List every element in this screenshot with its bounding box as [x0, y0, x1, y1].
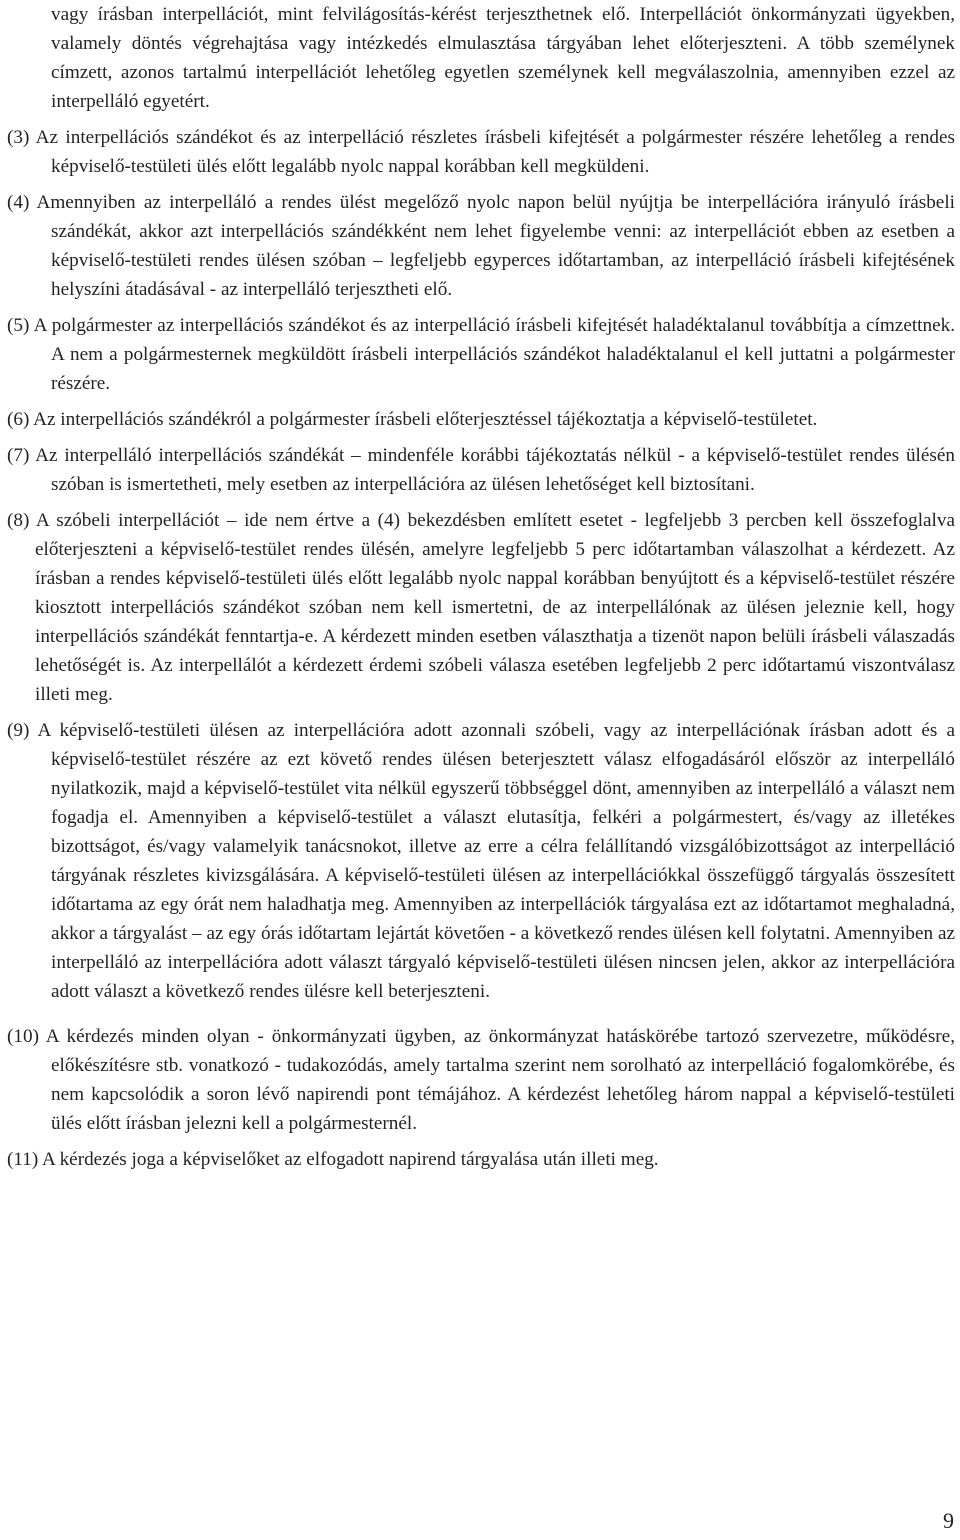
paragraph-6: (6) Az interpellációs szándékról a polgármester írásbeli előterjesztéssel tájékoztatja a képviselő-testületet. [7, 409, 818, 430]
document-body [7, 0, 955, 1181]
paragraph-10: (10) A kérdezés minden olyan - önkormányzati ügyben, az önkormányzat hatáskörébe tartozó szervezetre, működésre, előkészítésre stb. vonatkozó - tudakozódás, amely tartalma szerint nem sorolható az interpelláció fogalomkörébe, és nem kapcsolódik a soron lévő napirendi pont témájához. A kérdezést lehetőleg három nappal a képviselő-testületi ülés előtt írásban jelezni kell a polgármesternél. [7, 1026, 955, 1134]
paragraph-4: (4) Amennyiben az interpelláló a rendes ülést megelőző nyolc napon belül nyújtja be interpellációra irányuló írásbeli szándékát, akkor azt interpellációs szándékként nem lehet figyelembe venni: az interpellációt ebben az esetben a képviselő-testületi rendes ülésen szóban – legfeljebb egyperces időtartamban, az interpelláció írásbeli kifejtésének helyszíni átadásával - az interpelláló terjesztheti elő. [7, 192, 955, 300]
paragraph-11: (11) A kérdezés joga a képviselőket az elfogadott napirend tárgyalása után illeti meg. [7, 1149, 659, 1170]
paragraph-5: (5) A polgármester az interpellációs szándékot és az interpelláció írásbeli kifejtését haladéktalanul továbbítja a címzettnek. A nem a polgármesternek megküldött írásbeli interpellációs szándékot haladéktalanul el kell juttatni a polgármester részére. [7, 315, 955, 394]
paragraph-3: (3) Az interpellációs szándékot és az interpelláció részletes írásbeli kifejtését a polgármester részére lehetőleg a rendes képviselő-testületi ülés előtt legalább nyolc nappal korábban kell megküldeni. [7, 127, 955, 177]
paragraph-continuation: vagy írásban interpellációt, mint felvilágosítás-kérést terjeszthetnek elő. Interpellációt önkormányzati ügyekben, valamely döntés végrehajtása vagy intézkedés elmulasztása tárgyában lehet előterjeszteni. A több személynek címzett, azonos tartalmú interpellációt lehetőleg egyetlen személynek kell megválaszolnia, amennyiben ezzel az interpelláló egyetért. [51, 4, 955, 112]
paragraph-7: (7) Az interpelláló interpellációs szándékát – mindenféle korábbi tájékoztatás nélkül - a képviselő-testület rendes ülésén szóban is ismertetheti, mely esetben az interpellációra az ülésen lehetőséget kell biztosítani. [7, 445, 955, 495]
paragraph-9: (9) A képviselő-testületi ülésen az interpellációra adott azonnali szóbeli, vagy az interpellációnak írásban adott és a képviselő-testület részére az ezt követő rendes ülésen beterjesztett válasz elfogadásáról először az interpelláló nyilatkozik, majd a képviselő-testület vita nélkül egyszerű többséggel dönt, amennyiben az interpelláló a választ nem fogadja el. Amennyiben a képviselő-testület a választ elutasítja, felkéri a polgármestert, és/vagy az illetékes bizottságot, és/vagy valamelyik tanácsnokot, illetve az erre a célra felállítandó vizsgálóbizottságot az interpelláció tárgyának részletes kivizsgálására. A képviselő-testületi ülésen az interpellációkkal összefüggő tárgyalás összesített időtartama az egy órát nem haladhatja meg. Amennyiben az interpellációk tárgyalása ezt az időtartamot meghaladná, akkor a tárgyalást – az egy órás időtartam lejártát követően - a következő rendes ülésen kell folytatni. Amennyiben az interpelláló az interpellációra adott választ tárgyaló képviselő-testületi ülésen nincsen jelen, akkor az interpellációra adott választ a következő rendes ülésre kell beterjeszteni. [7, 720, 955, 1002]
paragraph-8: (8) A szóbeli interpellációt – ide nem értve a (4) bekezdésben említett esetet - legfeljebb 3 percben kell összefoglalva előterjeszteni a képviselő-testület rendes ülésén, amelyre legfeljebb 5 perc időtartamban válaszolhat a kérdezett. Az írásban a rendes képviselő-testületi ülés előtt legalább nyolc nappal korábban benyújtott és a képviselő-testület részére kiosztott interpellációs szándékot szóban nem kell ismertetni, de az interpellálónak az ülésen jeleznie kell, hogy interpellációs szándékát fenntartja-e. A kérdezett minden esetben választhatja a tizenöt napon belüli írásbeli válaszadás lehetőségét is. Az interpellálót a kérdezett érdemi szóbeli válasza esetében legfeljebb 2 perc időtartamú viszontválasz illeti meg. [7, 510, 955, 705]
page-number: 9 [943, 1508, 954, 1533]
